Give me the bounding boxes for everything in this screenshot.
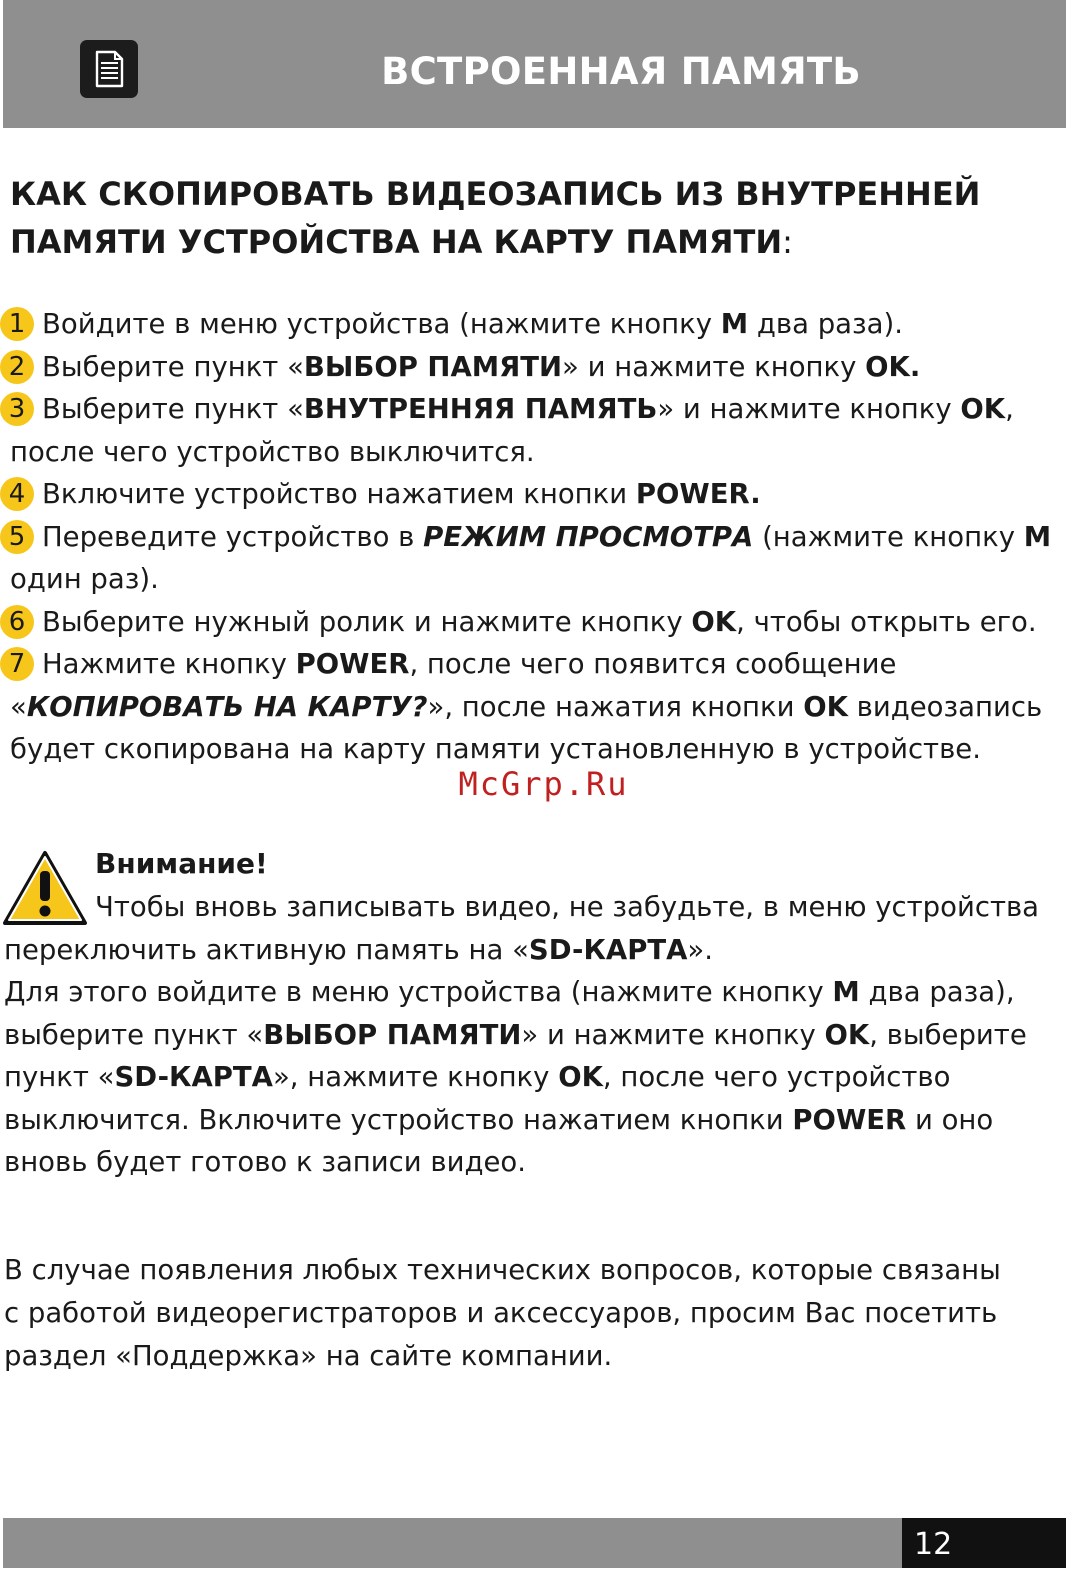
heading-line: ПАМЯТИ УСТРОЙСТВА НА КАРТУ ПАМЯТИ: — [10, 223, 793, 261]
step-number-badge: 1 — [0, 307, 34, 341]
step-7-continuation: «КОПИРОВАТЬ НА КАРТУ?», после нажатия кнопки OK видеозапись — [10, 690, 1043, 723]
step-7: 7 Нажмите кнопку POWER, после чего появится сообщение — [0, 643, 1087, 686]
heading-line: КАК СКОПИРОВАТЬ ВИДЕОЗАПИСЬ ИЗ ВНУТРЕННЕЙ — [10, 175, 981, 213]
step-3-continuation: после чего устройство выключится. — [10, 435, 535, 468]
step-number-badge: 6 — [0, 605, 34, 639]
step-7-continuation: будет скопирована на карту памяти установленную в устройстве. — [10, 733, 981, 765]
document-icon — [80, 40, 138, 98]
step-3: 3 Выберите пункт «ВНУТРЕННЯЯ ПАМЯТЬ» и нажмите кнопку OK, — [0, 388, 1087, 431]
warning-text: Чтобы вновь записывать видео, не забудьте, в меню устройства переключить активную память на «SD-КАРТА». Для этого войдите в меню устройства (нажмите кнопку M два раза), выберите пункт «ВЫБОР ПАМЯТИ» и нажмите кнопку OK, выберите пункт «SD-КАРТА», нажмите кнопку OK, после чего устройство выключится. Включите устройство нажатием кнопки POWER и оно вновь будет готово к записи видео. — [4, 891, 1040, 1178]
step-number-badge: 5 — [0, 520, 34, 554]
page-title: ВСТРОЕННАЯ ПАМЯТЬ — [381, 50, 861, 93]
step-6: 6 Выберите нужный ролик и нажмите кнопку OK, чтобы открыть его. — [0, 601, 1087, 644]
steps-list — [0, 303, 1087, 771]
step-number-badge: 3 — [0, 392, 34, 426]
step-4: 4 Включите устройство нажатием кнопки POWER. — [0, 473, 1087, 516]
step-number-badge: 7 — [0, 647, 34, 681]
step-number-badge: 2 — [0, 350, 34, 384]
support-paragraph: В случае появления любых технических вопросов, которые связаны с работой видеорегистраторов и аксессуаров, просим Вас посетить раздел «Поддержка» на сайте компании. — [4, 1254, 1001, 1372]
warning-title: Внимание! — [95, 847, 268, 880]
step-5: 5 Переведите устройство в РЕЖИМ ПРОСМОТРА (нажмите кнопку M — [0, 516, 1087, 559]
step-number-badge: 4 — [0, 477, 34, 511]
step-1: 1 Войдите в меню устройства (нажмите кнопку M два раза). — [0, 303, 1087, 346]
watermark: McGrp.Ru — [458, 765, 629, 803]
page-number: 12 — [902, 1518, 1066, 1568]
step-5-continuation: один раз). — [10, 563, 159, 595]
step-2: 2 Выберите пункт «ВЫБОР ПАМЯТИ» и нажмите кнопку OK. — [0, 346, 1087, 389]
section-heading — [10, 170, 1010, 266]
